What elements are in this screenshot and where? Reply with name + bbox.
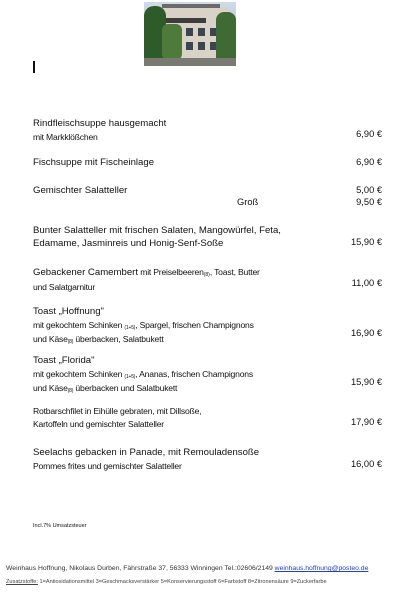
size-label: Groß xyxy=(237,197,259,207)
item-desc: Pommes frites und gemischter Salatteller xyxy=(33,460,182,471)
item-price: 16,90 € xyxy=(350,328,382,338)
item-desc: Kartoffeln und gemischter Salatteller xyxy=(33,418,164,429)
footer-address: Weinhaus Hoffnung, Nikolaus Durben, Fährstraße 37, 56333 Winningen Tel.:02606/2149 weinhaus.hoffnung@posteo.de xyxy=(6,565,369,572)
restaurant-photo xyxy=(144,2,236,66)
item-price: 6,90 € xyxy=(356,129,382,139)
menu-item-toast-hoffnung: Toast „Hoffnung" mit gekochtem Schinken (1+5), Spargel, frischen Champignons und Käse(8) überbacken, Salatbukett xyxy=(33,306,254,345)
menu-item-rindfleischsuppe xyxy=(33,118,166,143)
menu-item-gemischter-salat xyxy=(33,185,127,198)
item-price: 17,90 € xyxy=(350,417,382,427)
item-price: 16,00 € xyxy=(350,459,382,469)
item-title: Seelachs gebacken in Panade, mit Remouladensoße xyxy=(33,447,260,458)
item-title: Gemischter Salatteller xyxy=(33,185,128,196)
menu-item-rotbarschfilet xyxy=(33,405,201,430)
item-title: Bunter Salatteller mit frischen Salaten, Mangowürfel, Feta, xyxy=(33,225,281,236)
item-title: Toast „Hoffnung" xyxy=(33,306,104,317)
menu-item-bunter-salat xyxy=(33,225,281,250)
item-price: 5,00 € xyxy=(356,185,382,195)
menu-item-camembert: Gebackener Camembert mit Preiselbeeren(8), Toast, Butter und Salatgarnitur xyxy=(33,267,260,292)
item-title: Rindfleischsuppe hausgemacht xyxy=(33,118,167,129)
email-link[interactable]: weinhaus.hoffnung@posteo.de xyxy=(274,565,369,572)
tax-note: Incl.7% Umsatzsteuer xyxy=(33,523,87,529)
item-title: Rotbarschfilet in Eihülle gebraten, mit Dillsoße, xyxy=(33,406,202,416)
menu-item-fischsuppe xyxy=(33,157,154,170)
item-desc: Edamame, Jasminreis und Honig-Senf-Soße xyxy=(33,237,224,249)
item-desc: mit Markklößchen xyxy=(33,131,98,142)
item-price: 15,90 € xyxy=(350,377,382,387)
item-title: Fischsuppe mit Fischeinlage xyxy=(33,157,155,168)
item-price: 6,90 € xyxy=(356,157,382,167)
item-price: 15,90 € xyxy=(350,237,382,247)
item-price-large: 9,50 € xyxy=(356,197,382,207)
additives-legend: Zusatzstoffe: 1=Antioxidationsmittel 3=Geschmacksverstärker 5=Konservierungsstoff 6=Farbstoff 8=Zitronensäure 9=Zuckerfarbe xyxy=(6,579,327,585)
text-cursor xyxy=(33,61,35,73)
item-title: Toast „Florida" xyxy=(33,355,95,366)
item-price: 11,00 € xyxy=(351,278,382,288)
menu-item-toast-florida: Toast „Florida" mit gekochtem Schinken (1+5), Ananas, frischen Champignons und Käse(8) überbacken und Salatbukett xyxy=(33,355,253,394)
item-desc: und Salatgarnitur xyxy=(33,281,96,292)
menu-item-seelachs xyxy=(33,447,259,472)
item-title: Gebackener Camembert xyxy=(33,267,139,278)
